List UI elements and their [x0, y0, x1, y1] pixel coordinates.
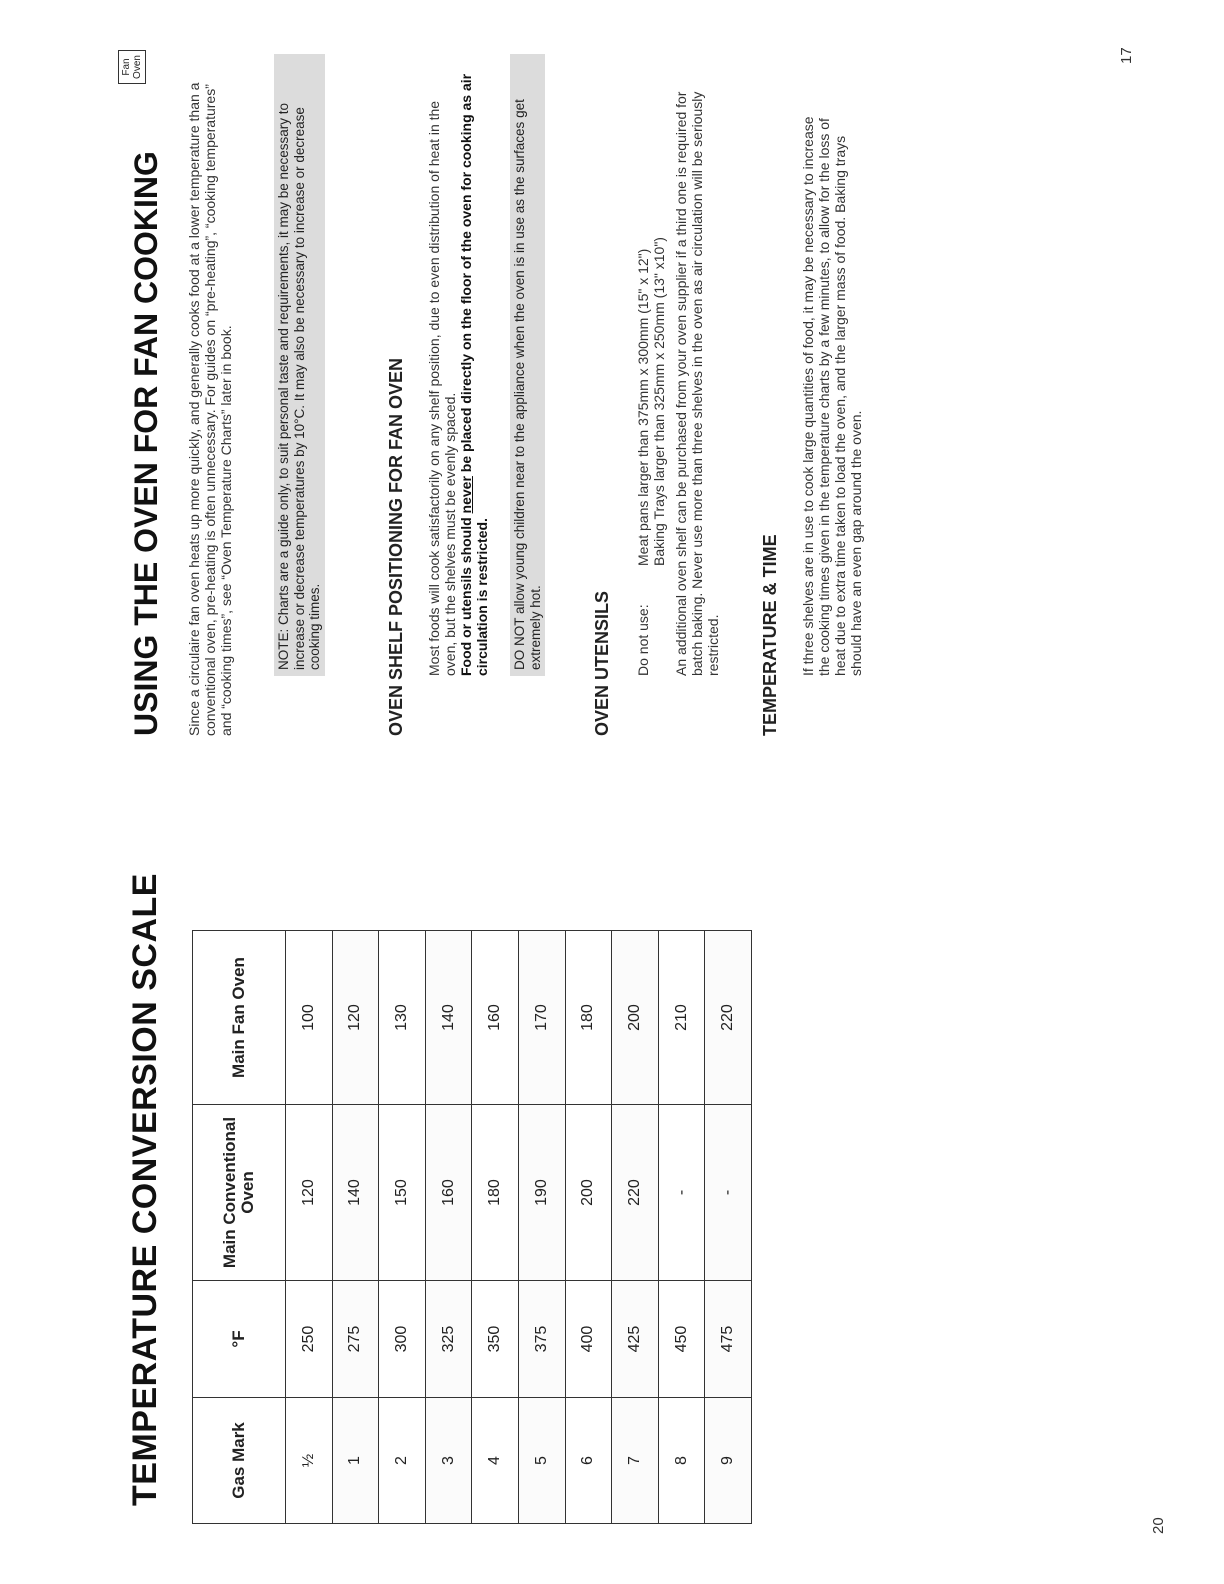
cell-gas-mark: 8 — [658, 1398, 705, 1524]
table-row — [472, 931, 519, 1524]
fan-oven-label-line1: Fan — [121, 58, 132, 76]
cell-fan: 200 — [612, 931, 659, 1105]
utensils-paragraph: An additional oven shelf can be purchased from your oven supplier if a third one is required for batch baking. Never use more than three shelves in the oven as air circulation will be seriously restricted. — [673, 91, 721, 676]
cell-fahrenheit: 350 — [472, 1281, 519, 1398]
cell-conventional: 220 — [612, 1105, 659, 1281]
do-not-use-items — [635, 237, 667, 566]
cell-fahrenheit: 475 — [705, 1281, 752, 1398]
do-not-use-label: Do not use: — [635, 604, 651, 676]
cell-conventional: 180 — [472, 1105, 519, 1281]
header-conventional-oven: Main Conventional Oven — [193, 1105, 286, 1281]
table-row — [286, 931, 333, 1524]
cell-fahrenheit: 400 — [565, 1281, 612, 1398]
cell-fahrenheit: 425 — [612, 1281, 659, 1398]
header-gas-mark: Gas Mark — [193, 1398, 286, 1524]
cell-gas-mark: 4 — [472, 1398, 519, 1524]
oven-utensils-heading: OVEN UTENSILS — [592, 590, 612, 736]
header-fan-oven: Main Fan Oven — [193, 931, 286, 1105]
cell-gas-mark: ½ — [286, 1398, 333, 1524]
shelf-paragraph — [426, 66, 490, 676]
cell-conventional: 120 — [286, 1105, 333, 1281]
header-fahrenheit: °F — [193, 1281, 286, 1398]
cell-conventional: 160 — [425, 1105, 472, 1281]
cell-fan: 180 — [565, 931, 612, 1105]
table-row — [705, 931, 752, 1524]
cell-gas-mark: 3 — [425, 1398, 472, 1524]
cell-fan: 130 — [379, 931, 426, 1105]
shelf-bold-a: Food or utensils should — [458, 513, 474, 676]
table-row — [658, 931, 705, 1524]
cell-fahrenheit: 275 — [332, 1281, 379, 1398]
temperature-time-heading: TEMPERATURE & TIME — [760, 534, 780, 736]
cell-conventional: 140 — [332, 1105, 379, 1281]
shelf-bold-b: be placed directly on the floor of the oven for cooking as air circulation is restricted. — [458, 73, 490, 676]
cell-fan: 140 — [425, 931, 472, 1105]
cell-fahrenheit: 250 — [286, 1281, 333, 1398]
cell-fan: 170 — [518, 931, 565, 1105]
do-not-use-block — [635, 36, 667, 676]
cell-conventional: 190 — [518, 1105, 565, 1281]
shelf-text: Most foods will cook satisfactorily on any shelf position, due to even distribution of heat in the oven, but the shelves must be evenly spaced. — [426, 100, 458, 676]
table-row — [612, 931, 659, 1524]
table-row — [332, 931, 379, 1524]
cell-fan: 100 — [286, 931, 333, 1105]
cell-fahrenheit: 375 — [518, 1281, 565, 1398]
table-row — [565, 931, 612, 1524]
cell-gas-mark: 6 — [565, 1398, 612, 1524]
temperature-time-paragraph: If three shelves are in use to cook large quantities of food, it may be necessary to increase the cooking times given in the temperature charts by a few minutes, to allow for the loss of heat due to extra time taken to load the oven, and the larger mass of food. Baking trays should have an even gap around the oven. — [800, 116, 864, 676]
cell-gas-mark: 5 — [518, 1398, 565, 1524]
children-warning-box: DO NOT allow young children near to the appliance when the oven is in use as the surfaces get extremely hot. — [510, 54, 545, 676]
cell-conventional: - — [705, 1105, 752, 1281]
fan-oven-label-line2: Oven — [132, 55, 143, 79]
table-row — [425, 931, 472, 1524]
do-not-use-item: Meat pans larger than 375mm x 300mm (15" x 12") — [635, 248, 651, 566]
shelf-warning-bold — [458, 66, 490, 676]
note-box: NOTE: Charts are a guide only, to suit personal taste and requirements, it may be necessary to increase or decrease temperatures by 10°C. It may also be necessary to increase or decrease cooking times. — [274, 54, 325, 676]
cell-fahrenheit: 300 — [379, 1281, 426, 1398]
fan-cooking-title: USING THE OVEN FOR FAN COOKING — [128, 151, 164, 736]
table-row — [518, 931, 565, 1524]
cell-fahrenheit: 325 — [425, 1281, 472, 1398]
shelf-bold-never: never — [458, 476, 474, 514]
intro-paragraph: Since a circulaire fan oven heats up more quickly, and generally cooks food at a lower temperature than a conventional oven, pre-heating is often unnecessary. For guides on “pre-heating”, “cooking temperatures” and “cooking times”, see “Oven Temperature Charts” later in book. — [186, 82, 234, 736]
cell-gas-mark: 1 — [332, 1398, 379, 1524]
shelf-positioning-heading: OVEN SHELF POSITIONING FOR FAN OVEN — [386, 357, 406, 736]
cell-conventional: 200 — [565, 1105, 612, 1281]
cell-fahrenheit: 450 — [658, 1281, 705, 1398]
fan-oven-icon — [118, 50, 146, 84]
table-row — [379, 931, 426, 1524]
right-page-number: 17 — [1118, 47, 1135, 64]
left-page-number: 20 — [1150, 1517, 1167, 1534]
cell-fan: 120 — [332, 931, 379, 1105]
cell-gas-mark: 2 — [379, 1398, 426, 1524]
cell-gas-mark: 7 — [612, 1398, 659, 1524]
temperature-conversion-table — [192, 930, 752, 1524]
do-not-use-item: Baking Trays larger than 325mm x 250mm (13" x10") — [651, 237, 667, 566]
cell-fan: 220 — [705, 931, 752, 1105]
conversion-scale-title: TEMPERATURE CONVERSION SCALE — [126, 873, 164, 1506]
table-header-row — [193, 931, 286, 1524]
cell-conventional: - — [658, 1105, 705, 1281]
cell-gas-mark: 9 — [705, 1398, 752, 1524]
cell-conventional: 150 — [379, 1105, 426, 1281]
cell-fan: 210 — [658, 931, 705, 1105]
cell-fan: 160 — [472, 931, 519, 1105]
